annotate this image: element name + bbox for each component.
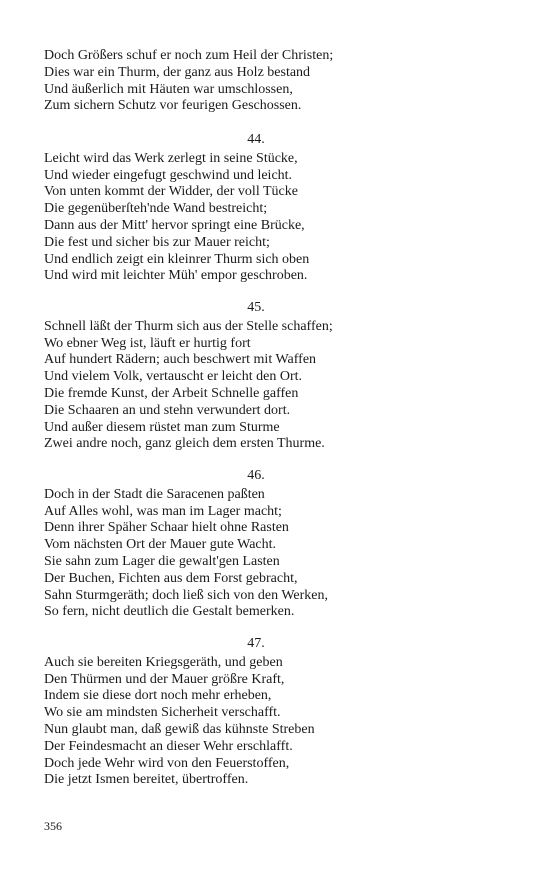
stanza-number: 44. <box>247 132 265 147</box>
verse-line: Die fremde Kunst, der Arbeit Schnelle gaffen <box>44 385 299 401</box>
verse-line: Dies war ein Thurm, der ganz aus Holz bestand <box>44 64 311 80</box>
verse-line: Doch Größers schuf er noch zum Heil der Christen; <box>44 48 334 63</box>
stanza-43-continuation <box>44 48 384 115</box>
verse-line: Und wieder eingefugt geschwind und leicht. <box>44 167 293 183</box>
stanza-number: 46. <box>247 468 265 483</box>
verse-line: Vom nächsten Ort der Mauer gute Wacht. <box>44 537 277 553</box>
verse-line: Sahn Sturmgeräth; doch ließ sich von den Werken, <box>44 587 328 603</box>
verse-line: Die jetzt Ismen bereitet, übertroffen. <box>44 772 249 788</box>
verse-line: Nun glaubt man, daß gewiß das kühnste Streben <box>44 721 315 737</box>
stanza-45 <box>44 300 384 453</box>
verse-line: Dann aus der Mitt' hervor springt eine Brücke, <box>44 217 305 233</box>
verse-line: Doch jede Wehr wird von den Feuerstoffen, <box>44 755 290 771</box>
verse-line: Der Buchen, Fichten aus dem Forst gebracht, <box>44 570 298 586</box>
verse-line: Den Thürmen und der Mauer größre Kraft, <box>44 671 285 687</box>
verse-line: Und wird mit leichter Müh' empor geschroben. <box>44 268 308 284</box>
verse-line: Auf Alles wohl, was man im Lager macht; <box>44 503 282 519</box>
verse-line: Von unten kommt der Widder, der voll Tücke <box>44 184 298 200</box>
verse-line: Und äußerlich mit Häuten war umschlossen, <box>44 81 293 97</box>
verse-line: Die gegenüberſteh'nde Wand bestreicht; <box>44 201 268 217</box>
verse-line: Leicht wird das Werk zerlegt in seine Stücke, <box>44 150 298 166</box>
stanza-number: 45. <box>247 300 265 315</box>
stanza-44 <box>44 132 384 285</box>
verse-line: Die fest und sicher bis zur Mauer reicht; <box>44 234 270 250</box>
verse-line: Doch in der Stadt die Saracenen paßten <box>44 486 265 502</box>
verse-line: Und außer diesem rüstet man zum Sturme <box>44 419 280 435</box>
verse-line: Auf hundert Rädern; auch beschwert mit Waffen <box>44 352 317 368</box>
verse-line: Zum sichern Schutz vor feurigen Geschossen. <box>44 98 302 114</box>
verse-line: Und endlich zeigt ein kleinrer Thurm sich oben <box>44 251 310 267</box>
stanza-number: 47. <box>247 636 265 651</box>
page-number: 356 <box>44 819 62 833</box>
verse-line: Wo ebner Weg ist, läuft er hurtig fort <box>44 335 251 351</box>
verse-line: Und vielem Volk, vertauscht er leicht den Ort. <box>44 369 303 385</box>
stanza-46 <box>44 468 384 621</box>
verse-line: Zwei andre noch, ganz gleich dem ersten Thurme. <box>44 436 325 452</box>
stanza-47 <box>44 636 384 789</box>
verse-line: Wo sie am mindsten Sicherheit verschafft. <box>44 705 281 721</box>
verse-line: Denn ihrer Späher Schaar hielt ohne Rasten <box>44 520 289 536</box>
verse-line: Sie sahn zum Lager die gewalt'gen Lasten <box>44 553 280 569</box>
verse-line: Schnell läßt der Thurm sich aus der Stelle schaffen; <box>44 318 333 334</box>
verse-line: Auch sie bereiten Kriegsgeräth, und geben <box>44 654 283 670</box>
verse-line: Der Feindesmacht an dieser Wehr erschlafft. <box>44 738 293 754</box>
verse-line: So fern, nicht deutlich die Gestalt bemerken. <box>44 604 295 620</box>
verse-line: Die Schaaren an und stehn verwundert dort. <box>44 402 291 418</box>
verse-line: Indem sie diese dort noch mehr erheben, <box>44 688 272 704</box>
